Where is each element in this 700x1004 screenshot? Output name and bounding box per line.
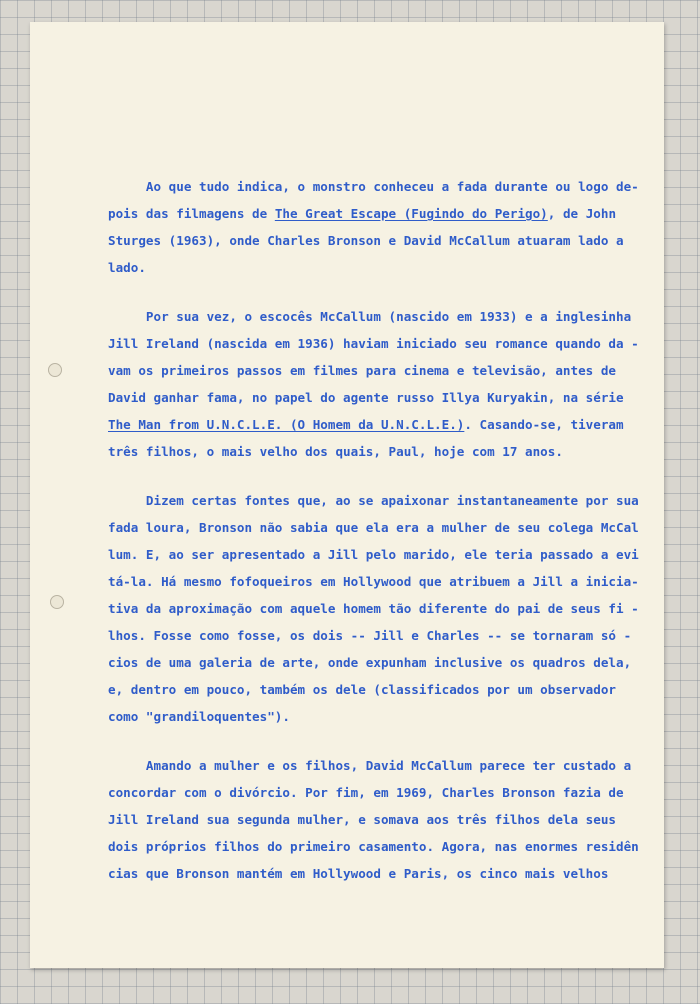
line-text: . Casando-se, tiveram (464, 417, 624, 432)
paragraph-gap (108, 465, 668, 487)
paragraph-gap (108, 281, 668, 303)
punch-hole-upper (48, 363, 62, 377)
text-line (108, 541, 668, 568)
line-text: Dizem certas fontes que, ao se apaixonar instantaneamente por sua (108, 493, 639, 508)
line-text: Sturges (1963), onde Charles Bronson e David McCallum atuaram lado a (108, 233, 624, 248)
line-text: lhos. Fosse como fosse, os dois -- Jill e Charles -- se tornaram só - (108, 628, 632, 643)
paragraph-gap (108, 730, 668, 752)
text-line (108, 595, 668, 622)
line-text: David ganhar fama, no papel do agente russo Illya Kuryakin, na série (108, 390, 624, 405)
text-line (108, 254, 668, 281)
line-text: e, dentro em pouco, também os dele (classificados por um observador (108, 682, 616, 697)
line-text: dois próprios filhos do primeiro casamento. Agora, nas enormes residên (108, 839, 639, 854)
text-line (108, 330, 668, 357)
line-text: como "grandiloquentes"). (108, 709, 290, 724)
line-text: cias que Bronson mantém em Hollywood e Paris, os cinco mais velhos (108, 866, 609, 881)
text-line (108, 622, 668, 649)
text-line (108, 833, 668, 860)
text-line (108, 649, 668, 676)
line-text: Amando a mulher e os filhos, David McCallum parece ter custado a (108, 758, 632, 773)
line-text: Ao que tudo indica, o monstro conheceu a fada durante ou logo de- (108, 179, 639, 194)
underlined-title: The Great Escape (Fugindo do Perigo) (274, 206, 548, 221)
line-text: lum. E, ao ser apresentado a Jill pelo marido, ele teria passado a evi (108, 547, 639, 562)
text-line (108, 438, 668, 465)
line-text: pois das filmagens de (108, 206, 275, 221)
line-text: Por sua vez, o escocês McCallum (nascido em 1933) e a inglesinha (108, 309, 632, 324)
text-line (108, 676, 668, 703)
line-text: , de John (547, 206, 617, 221)
text-line (108, 779, 668, 806)
text-line (108, 200, 668, 227)
underlined-title: The Man from U.N.C.L.E. (O Homem da U.N.C.L.E.) (108, 417, 465, 432)
text-line (108, 384, 668, 411)
text-line (108, 806, 668, 833)
paragraph (108, 303, 668, 465)
text-line (108, 568, 668, 595)
line-text: cios de uma galeria de arte, onde expunham inclusive os quadros dela, (108, 655, 632, 670)
text-line (108, 411, 668, 438)
line-text: tiva da aproximação com aquele homem tão diferente do pai de seus fi - (108, 601, 639, 616)
text-line (108, 703, 668, 730)
text-line (108, 487, 668, 514)
paragraph (108, 173, 668, 281)
text-line (108, 752, 668, 779)
line-text: lado. (108, 260, 146, 275)
line-text: Jill Ireland sua segunda mulher, e somava aos três filhos dela seus (108, 812, 616, 827)
line-text: Jill Ireland (nascida em 1936) haviam iniciado seu romance quando da - (108, 336, 639, 351)
text-line (108, 303, 668, 330)
text-line (108, 860, 668, 887)
text-line (108, 514, 668, 541)
text-line (108, 357, 668, 384)
text-line (108, 227, 668, 254)
typewritten-page (30, 22, 664, 968)
paragraph (108, 752, 668, 887)
line-text: concordar com o divórcio. Por fim, em 1969, Charles Bronson fazia de (108, 785, 624, 800)
text-line (108, 173, 668, 200)
line-text: três filhos, o mais velho dos quais, Paul, hoje com 17 anos. (108, 444, 563, 459)
punch-hole-lower (50, 595, 64, 609)
line-text: tá-la. Há mesmo fofoqueiros em Hollywood que atribuem a Jill a inicia- (108, 574, 639, 589)
line-text: fada loura, Bronson não sabia que ela era a mulher de seu colega McCal (108, 520, 639, 535)
page-text (108, 173, 668, 887)
line-text: vam os primeiros passos em filmes para cinema e televisão, antes de (108, 363, 616, 378)
paragraph (108, 487, 668, 730)
